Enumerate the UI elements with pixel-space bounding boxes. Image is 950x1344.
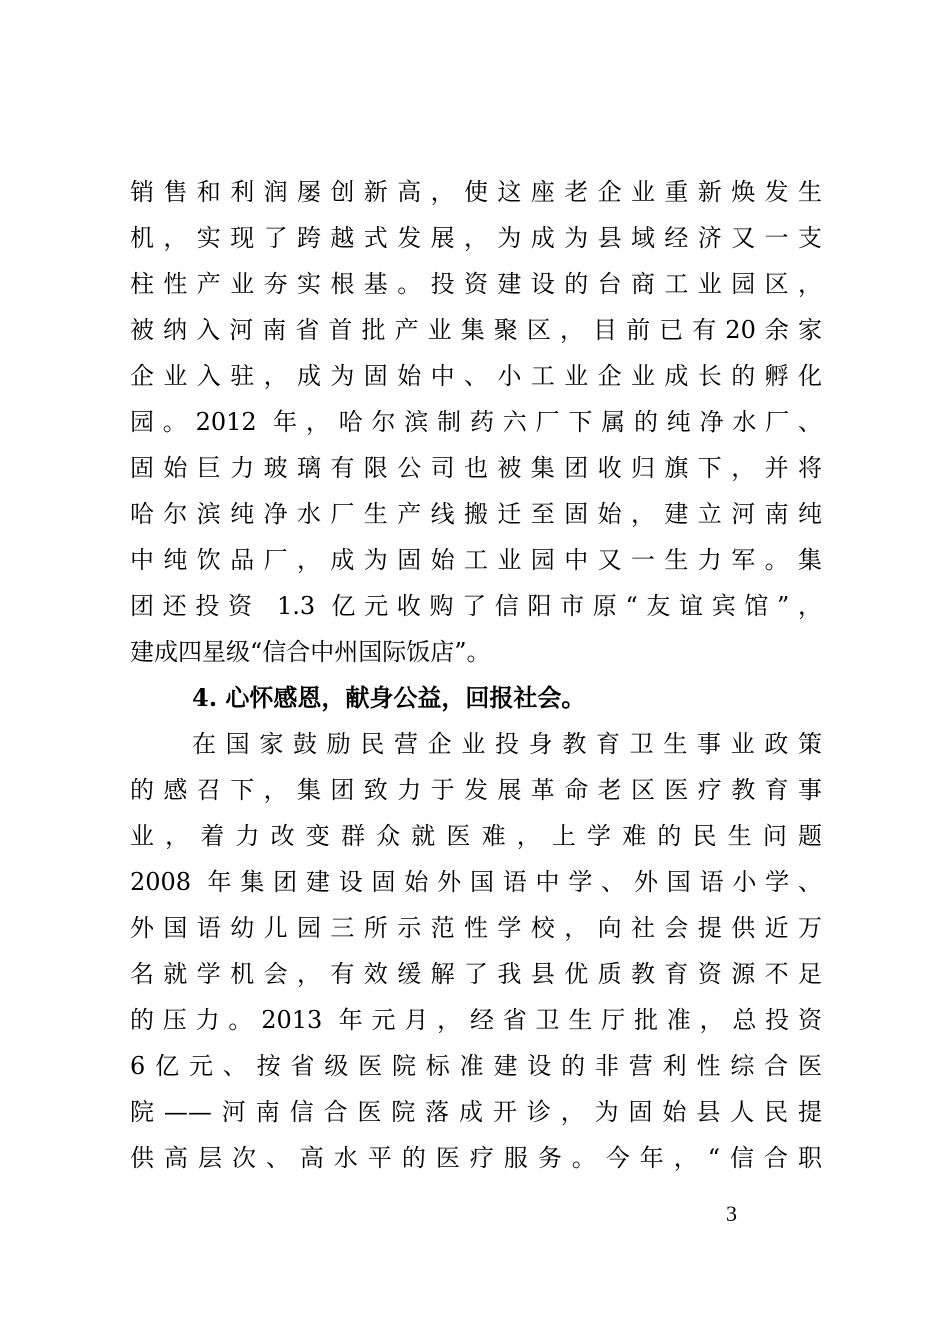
text-line: 企业入驻，成为固始中、小工业企业成长的孵化 (130, 362, 822, 390)
text-line: 6亿元、按省级医院标准建设的非营利性综合医 (130, 1052, 822, 1080)
text-line: 哈尔滨纯净水厂生产线搬迁至固始，建立河南纯 (130, 500, 822, 528)
text-line: 在国家鼓励民营企业投身教育卫生事业政策 (192, 730, 822, 758)
text-line: 的压力。2013 年元月，经省卫生厅批准，总投资 (130, 1006, 822, 1034)
text-line: 固始巨力玻璃有限公司也被集团收归旗下，并将 (130, 454, 822, 482)
text-line: 2008 年集团建设固始外国语中学、外国语小学、 (130, 868, 822, 896)
text-line: 柱性产业夯实根基。投资建设的台商工业园区， (130, 270, 822, 298)
text-line: 名就学机会，有效缓解了我县优质教育资源不足 (130, 960, 822, 988)
text-line: 机，实现了跨越式发展，为成为县域经济又一支 (130, 224, 822, 252)
text-line: 团还投资 1.3 亿元收购了信阳市原“友谊宾馆”， (130, 592, 822, 620)
text-line: 外国语幼儿园三所示范性学校，向社会提供近万 (130, 914, 822, 942)
text-line: 销售和利润屡创新高，使这座老企业重新焕发生 (130, 178, 822, 206)
text-line: 建成四星级“信合中州国际饭店”。 (130, 638, 491, 666)
text-line: 业，着力改变群众就医难，上学难的民生问题 (130, 822, 822, 850)
page-number: 3 (726, 1201, 737, 1226)
text-line: 的感召下，集团致力于发展革命老区医疗教育事 (130, 776, 822, 804)
text-line: 园。2012 年，哈尔滨制药六厂下属的纯净水厂、 (130, 408, 822, 436)
text-line: 中纯饮品厂，成为固始工业园中又一生力军。集 (130, 546, 822, 574)
section-heading: 4. 心怀感恩，献身公益，回报社会。 (192, 683, 586, 712)
text-line: 供高层次、高水平的医疗服务。今年，“信合职 (130, 1144, 822, 1172)
text-line: 被纳入河南省首批产业集聚区，目前已有20余家 (130, 316, 822, 344)
text-line: 院——河南信合医院落成开诊，为固始县人民提 (130, 1098, 822, 1126)
